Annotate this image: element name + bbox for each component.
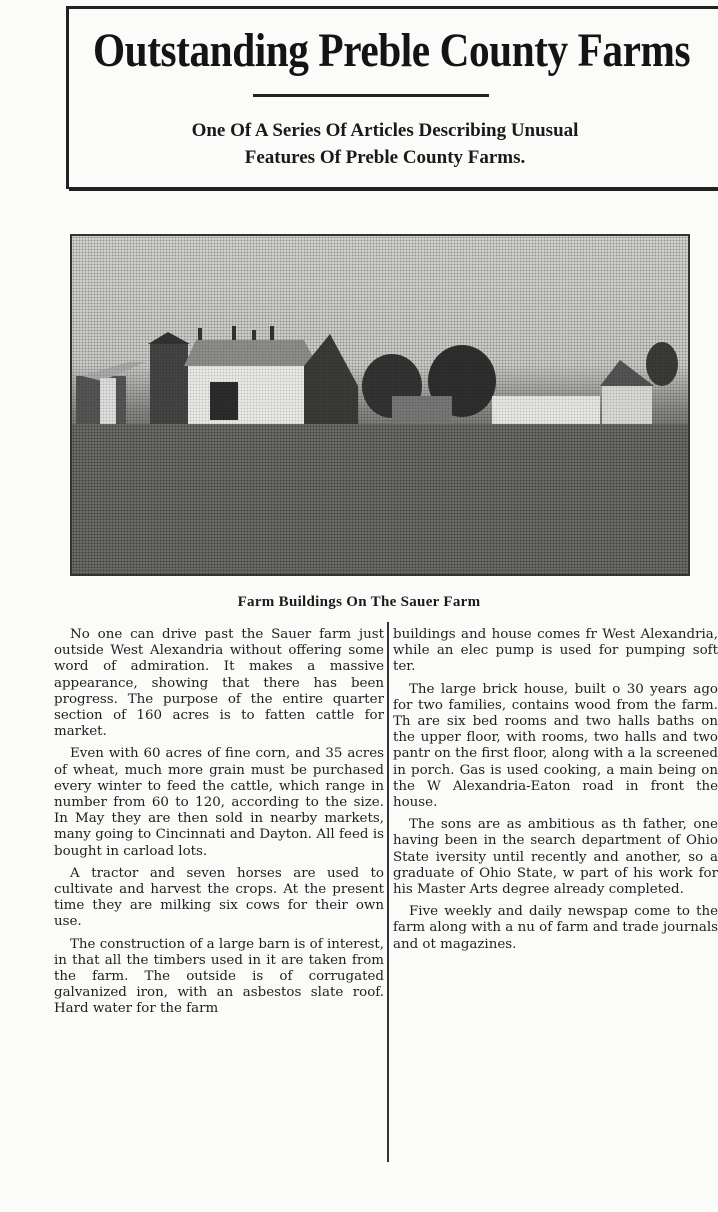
paragraph: A tractor and seven horses are used to cultivate and harvest the crops. At the present time they are milking six cows for their own use. [54,865,384,930]
paragraph: The construction of a large barn is of interest, in that all the timbers used in it are taken from the farm. The outside is of corrugated galvanized iron, with an asbestos slate roof. Hard water for the farm [54,936,384,1017]
paragraph: Even with 60 acres of fine corn, and 35 acres of wheat, much more grain must be purchased every winter to feed the cattle, which range in number from 60 to 120, according to the size. In May they are then sold in nearby markets, many going to Cincinnati and Dayton. All feed is bought in carload lots. [54,746,384,859]
photo-caption: Farm Buildings On The Sauer Farm [237,594,481,610]
column-divider [387,622,389,1162]
subtitle-line-1: One Of A Series Of Articles Describing Unusual [191,120,579,141]
subtitle-line-2: Features Of Preble County Farms. [244,147,526,168]
paragraph: No one can drive past the Sauer farm just outside West Alexandria without offering some word of admiration. It makes a massive appearance, showing that there has been progress. The purpose of the entire quarter section of 160 acres is to fatten cattle for market. [54,627,384,740]
headline-box [66,6,718,189]
article-column-1 [54,627,384,1024]
paragraph: buildings and house comes fr West Alexandria, while an elec pump is used for pumping soft ter. [393,627,718,675]
headline-divider [253,94,489,97]
article-column-2 [393,627,718,1167]
headline-bottom-rule [69,187,718,191]
paragraph: Five weekly and daily newspap come to the farm along with a nu of farm and trade journals and ot magazines. [393,904,718,952]
headline-title: Outstanding Preble County Farms [93,24,691,77]
farm-buildings-illustration [72,236,688,574]
farm-photo [70,234,690,576]
paragraph: The sons are as ambitious as th father, one having been in the search department of Ohio State iversity until recently and another, so a graduate of Ohio State, w part of his work for his Master Arts degree already completed. [393,817,718,898]
paragraph: The large brick house, built o 30 years ago for two families, contains wood from the farm. Th are six bed rooms and two halls baths on the upper floor, with rooms, two halls and two pantr on the first floor, along with a la screened in porch. Gas is used cooking, a main being on the W Alexandria-Eaton road in front the house. [393,681,718,811]
headline-subtitle [69,117,718,171]
